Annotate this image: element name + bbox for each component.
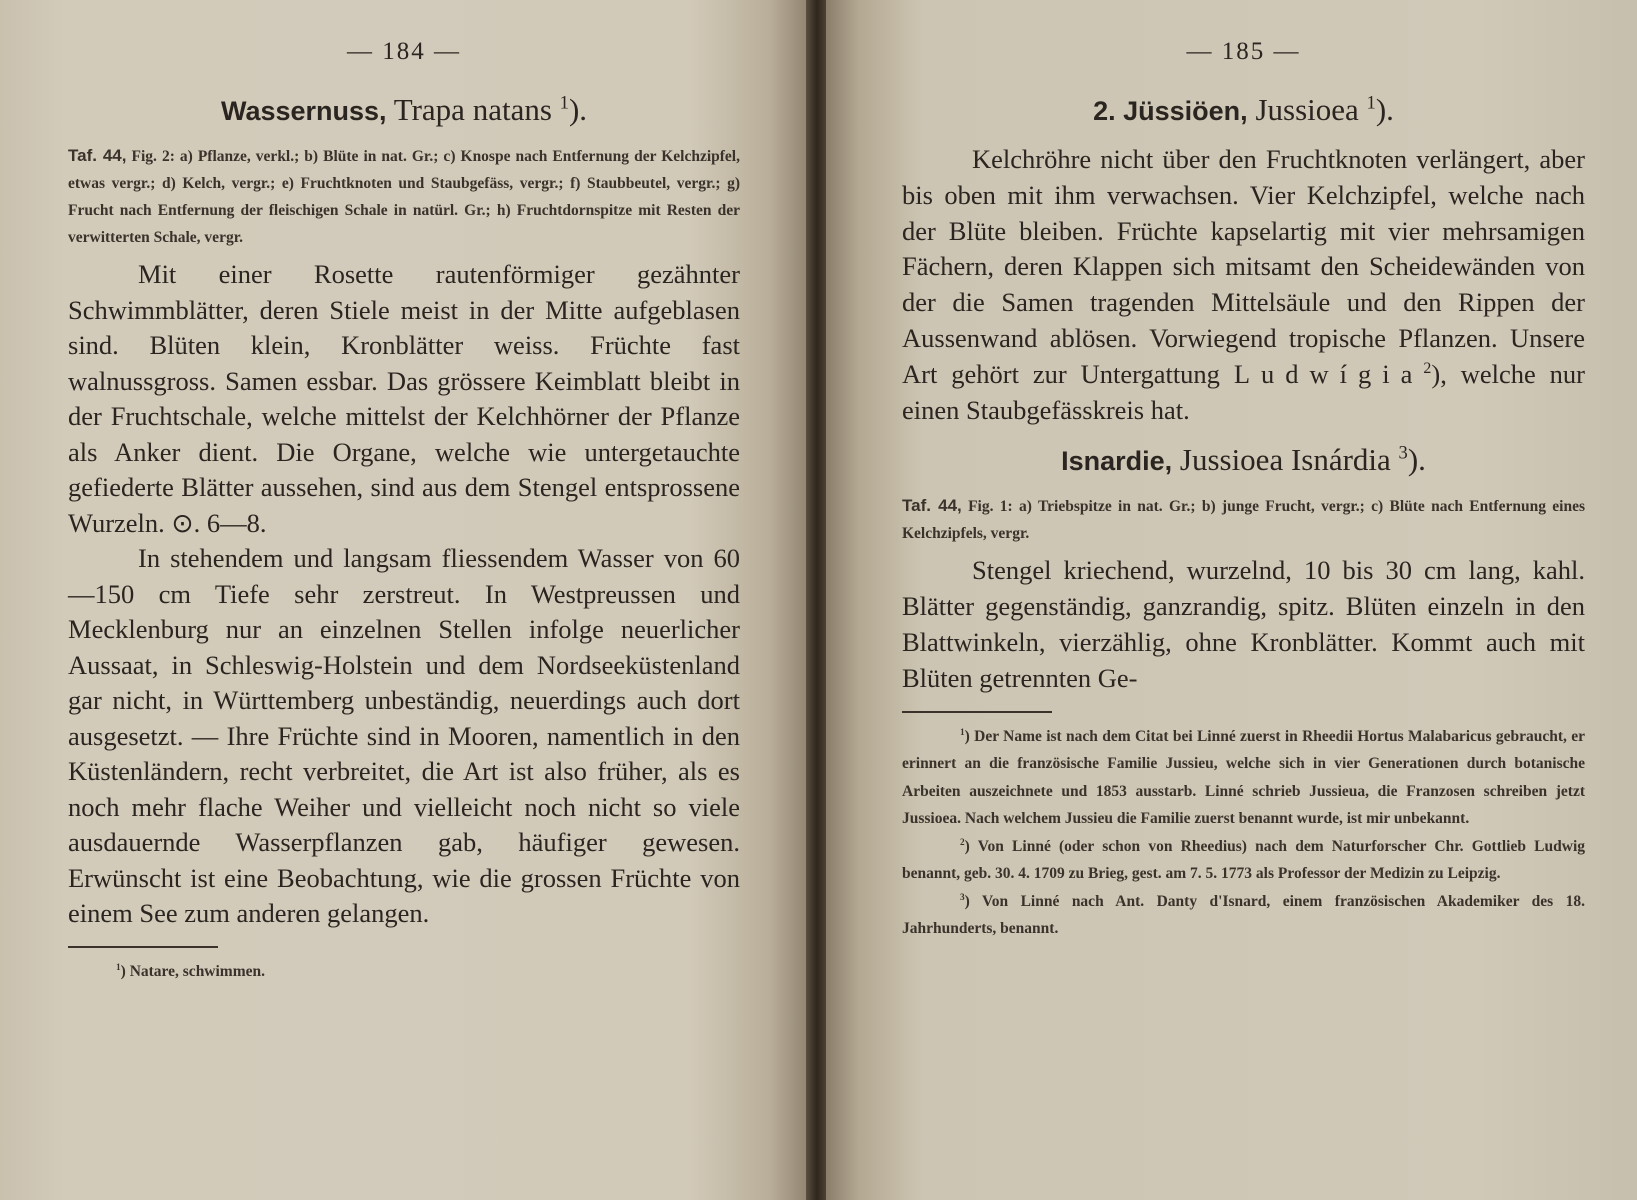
heading-common-name: Isnardie, [1061, 446, 1173, 477]
paragraph-distribution: In stehendem und langsam fliessendem Wasser von 60—150 cm Tiefe sehr zerstreut. In Westpreussen und Mecklenburg nur an einzelnen Stellen infolge neuerlicher Aussaat, in Schleswig-Holstein und dem Nordseeküstenland gar nicht, in Württemberg unbeständig, neuerdings auch dort ausgesetzt. — Ihre Früchte sind in Mooren, namentlich in den Küstenländern, recht verbreitet, die Art ist also früher, als es noch mehr flache Weiher und vielleicht noch nicht so viele ausdauernde Wasserpflanzen gab, häufiger gewesen. Erwünscht ist eine Beobachtung, wie die grossen Früchte von einem See zum anderen gelangen. [68, 543, 740, 928]
heading-latin-name: Jussioea Isnárdia [1172, 442, 1391, 478]
footnote-ref: 1 [559, 92, 569, 114]
paragraph-end: ), welche nur einen Staubgefässkreis hat. [902, 358, 1586, 425]
right-page [826, 0, 1637, 1200]
species-heading-isnardie [902, 442, 1585, 478]
footnote-divider-left [68, 946, 218, 948]
footnote-divider-right [902, 711, 1052, 713]
footnote-ref: 3 [1398, 443, 1408, 465]
heading-end: ). [1375, 92, 1394, 127]
paragraph-text: Kelchröhre nicht über den Fruchtknoten verlängert, aber bis oben mit ihm verwachsen. Vier Kelchzipfel, welche nach der Blüte bleiben. Früchte kapselartig mit vier mehrsamigen Fächern, deren Klappen sich mitsamt den Scheidewänden von der die Samen tragenden Mittelsäule und den Rippen der Aussenwand ablösen. Vorwiegend tropische Pflanzen. Unsere Art gehört zur Untergattung [902, 144, 1585, 389]
footnote-mark: 3 [960, 892, 965, 903]
footnote-ref: 2 [1423, 359, 1432, 377]
body-text-left [68, 257, 740, 932]
body-text-right-family [902, 142, 1585, 428]
footnote-3 [902, 888, 1585, 943]
page-number-left: — 184 — [347, 38, 461, 65]
plate-caption-left [68, 142, 740, 251]
footnote-2 [902, 833, 1585, 888]
page-number-right: — 185 — [1186, 38, 1301, 65]
heading-end: ). [1407, 442, 1426, 478]
footnotes-right [902, 723, 1585, 943]
footnote-text: ) Der Name ist nach dem Citat bei Linné zuerst in Rheedii Hortus Malabaricus gebraucht, er erinnert an die französische Familie Jussieu, welche sich in vier Generationen durch botanische Arbeiten auszeichnete und 1853 ausstarb. Linné schrieb Jussieua, die Franzosen schreiben jetzt Jussioea. Nach welchem Jussieu die Familie zuerst benannt wurde, ist mir unbekannt. [902, 727, 1585, 828]
footnote-1 [902, 723, 1585, 833]
footnote-text: ) Von Linné nach Ant. Danty d'Isnard, einem französischen Akademiker des 18. Jahrhunderts, benannt. [902, 892, 1585, 938]
footnote-mark: 1 [116, 962, 121, 973]
footnotes-left [68, 958, 740, 986]
heading-end: ). [568, 92, 588, 127]
heading-latin-name: Jussioea [1247, 92, 1359, 127]
footnote-text: ) Von Linné (oder schon von Rheedius) nach dem Naturforscher Chr. Gottlieb Ludwig benannt, geb. 30. 4. 1709 zu Brieg, gest. am 7. 5. 1773 als Professor der Medizin zu Leipzig. [902, 837, 1585, 883]
paragraph-description: Mit einer Rosette rautenförmiger gezähnter Schwimmblätter, deren Stiele meist in der Mitte aufgeblasen sind. Blüten klein, Kronblätter weiss. Früchte fast walnussgross. Samen essbar. Das grössere Keimblatt bleibt in der Fruchtschale, welche mittelst der Kelchhörner der Pflanze als Anker dient. Die Organe, welche wie untergetauchte gefiederte Blätter aussehen, sind aus dem Stengel entsprossene Wurzeln. ⊙. 6—8. [68, 259, 740, 538]
plate-caption-text: Fig. 1: a) Triebspitze in nat. Gr.; b) junge Frucht, vergr.; c) Blüte nach Entfernung eines Kelchzipfels, vergr. [902, 498, 1585, 543]
footnote-ref: 1 [1366, 92, 1376, 114]
heading-latin-name: Trapa natans [386, 92, 552, 127]
plate-ref: Taf. 44, [902, 496, 962, 516]
footnote-1 [68, 958, 740, 986]
heading-family-name: 2. Jüssiöen, [1093, 96, 1248, 126]
left-page [0, 0, 810, 1200]
family-heading-jussioeen [902, 92, 1585, 128]
plate-caption-text: Fig. 2: a) Pflanze, verkl.; b) Blüte in nat. Gr.; c) Knospe nach Entfernung der Kelchzipfel, etwas vergr.; d) Kelch, vergr.; e) Fruchtknoten und Staubgefäss, vergr.; f) Staubbeutel, vergr.; g) Frucht nach Entfernung der fleischigen Schale in natürl. Gr.; h) Fruchtdornspitze mit Resten der verwitterten Schale, vergr. [68, 148, 740, 246]
species-heading-wassernuss [68, 92, 740, 128]
paragraph-species-description: Stengel kriechend, wurzelnd, 10 bis 30 cm lang, kahl. Blätter gegenständig, ganzrandig, spitz. Blüten einzeln in den Blattwinkeln, vierzählig, ohne Kronblätter. Kommt auch mit Blüten getrennten Ge- [902, 555, 1585, 693]
plate-ref: Taf. 44, [68, 146, 127, 165]
heading-common-name: Wassernuss, [220, 96, 387, 126]
paragraph-family-description [902, 142, 1585, 428]
body-text-right-species [902, 553, 1585, 696]
genus-name-spaced: Ludwígia [1233, 358, 1424, 389]
footnote-mark: 2 [960, 837, 965, 848]
plate-caption-right [902, 492, 1585, 547]
footnote-text: ) Natare, schwimmen. [120, 962, 266, 980]
footnote-mark: 1 [960, 727, 965, 738]
